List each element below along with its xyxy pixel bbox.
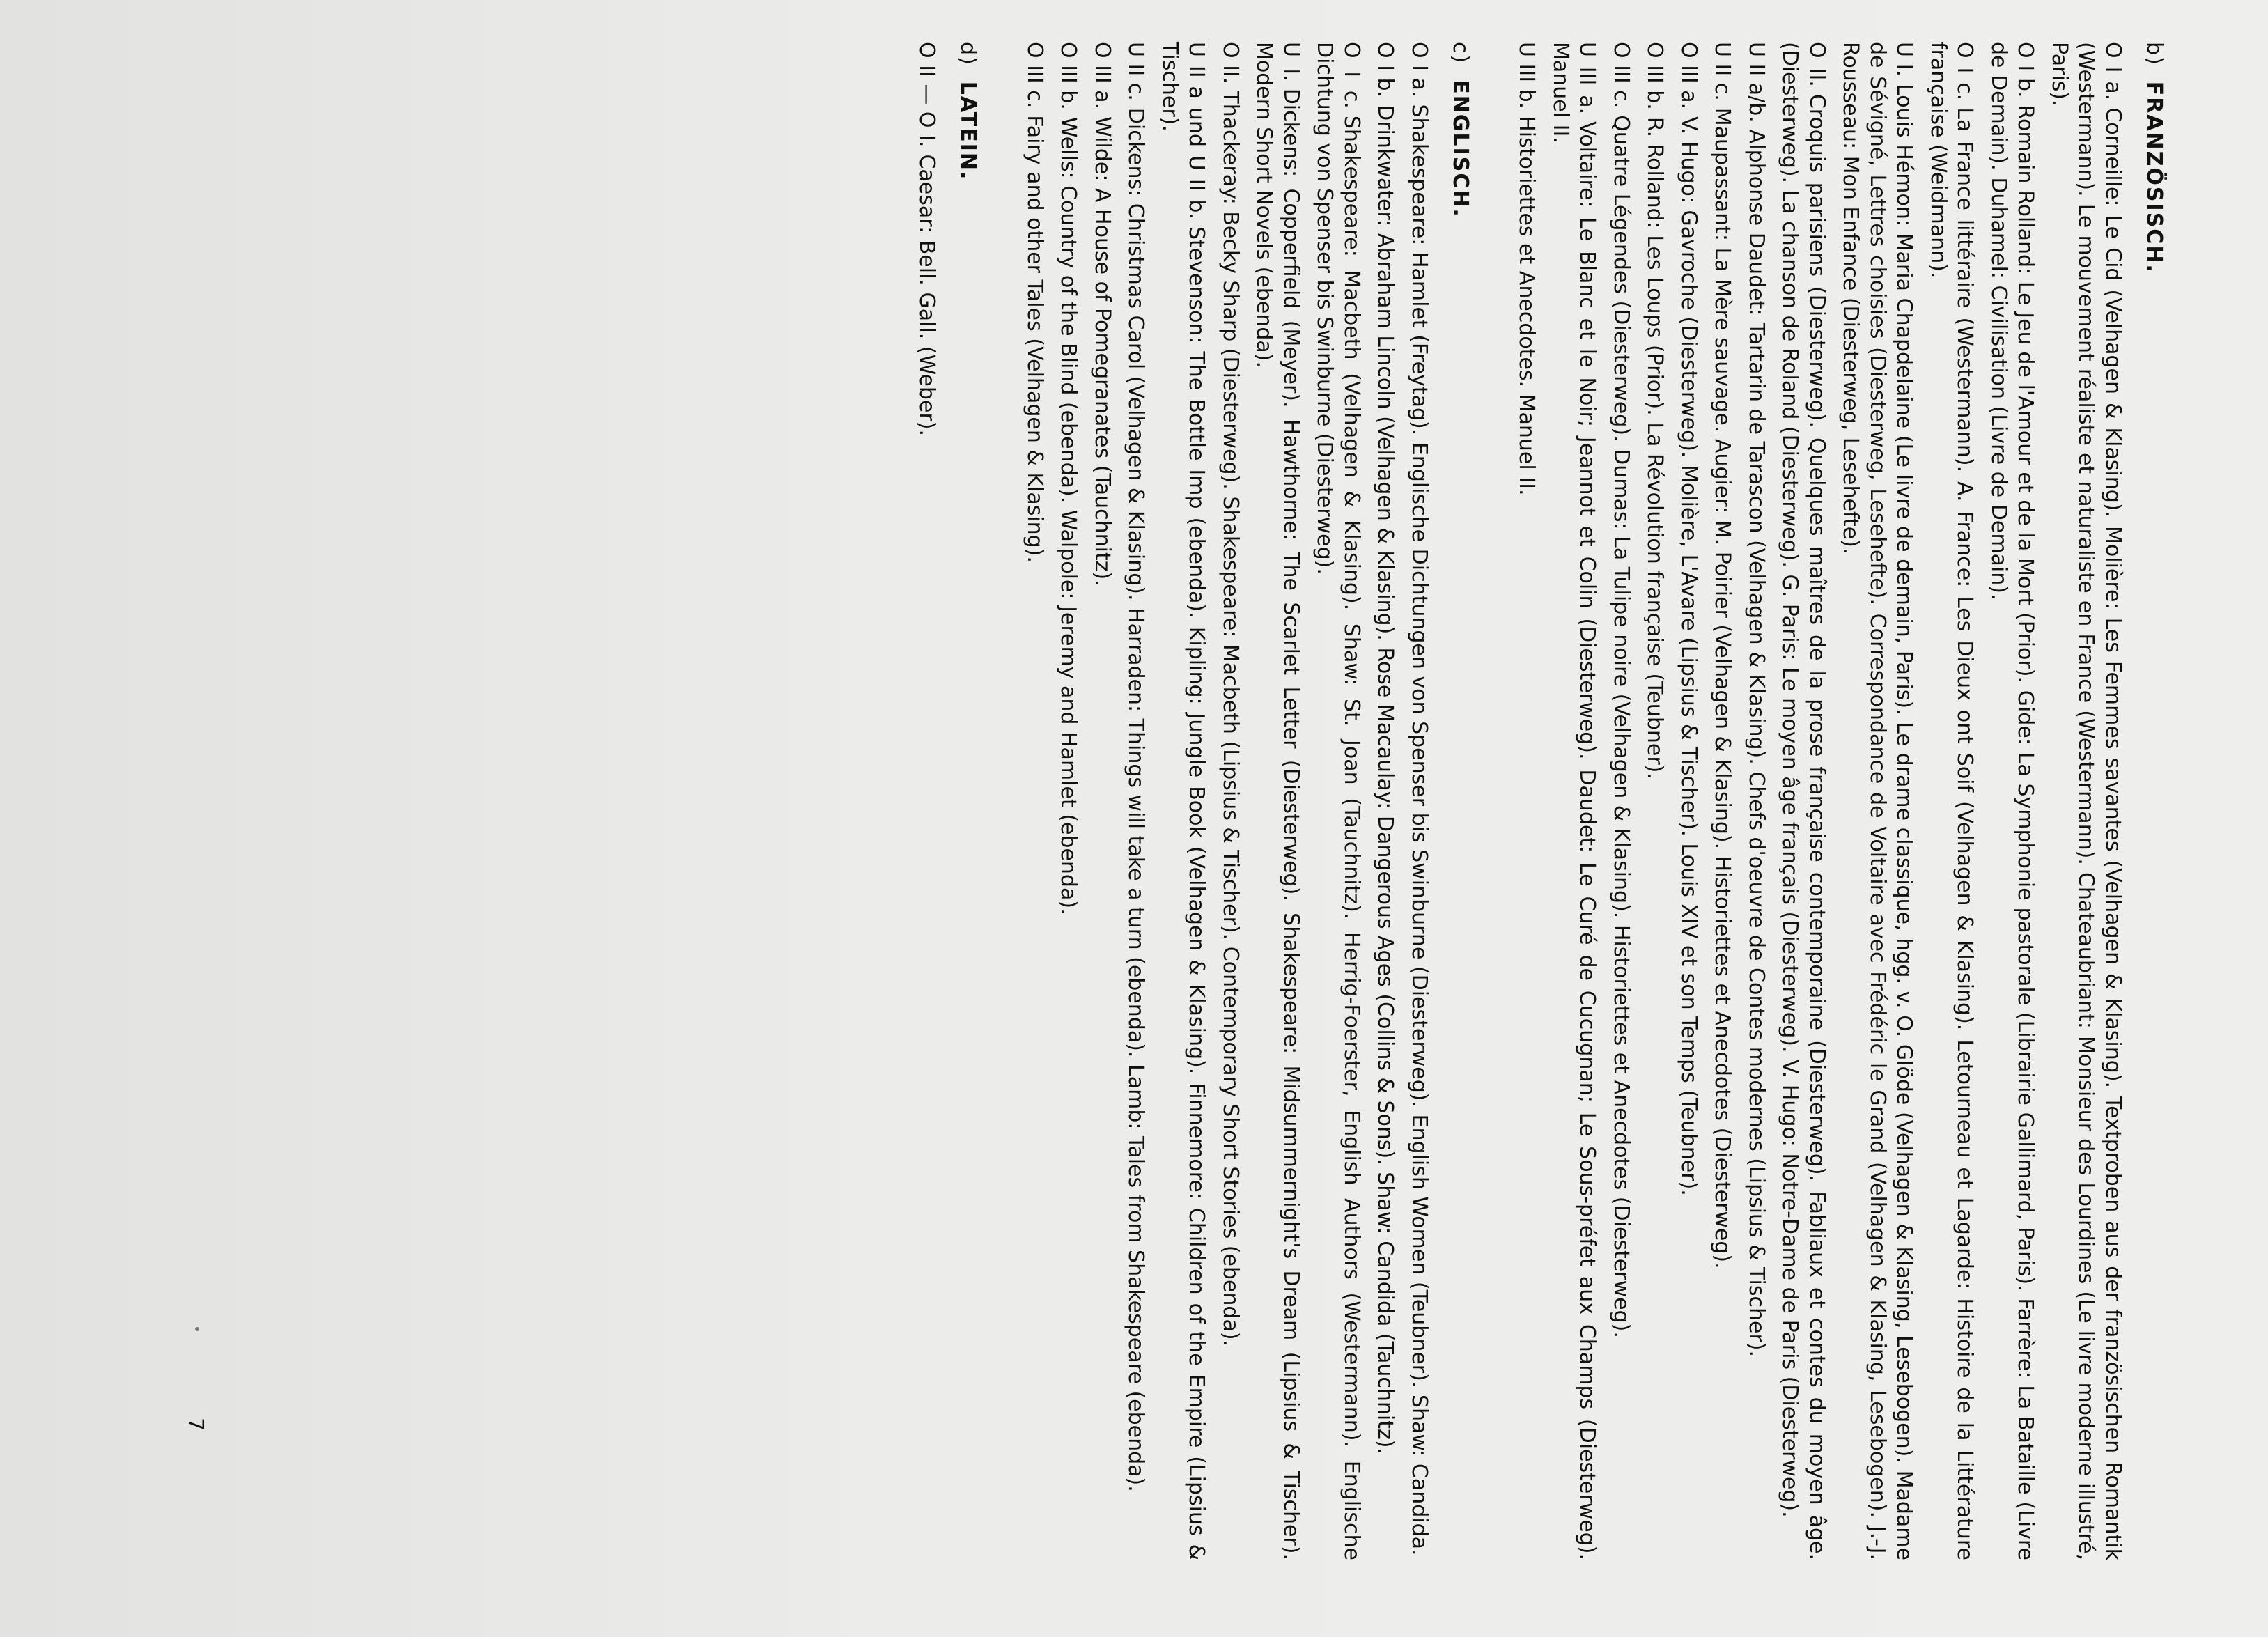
section-heading: c)ENGLISCH.: [1448, 42, 1473, 218]
reading-entry: U II c.Maupassant: La Mère sauvage. Augier: M. Poirier (Velhagen & Klasing). Historiettes et Anecdotes (Diesterweg).: [1710, 42, 1735, 1269]
reading-entry: U II c.Dickens: Christmas Carol (Velhagen & Klasing). Harraden: Things will take a turn (ebenda). Lamb: Tales from Shakespeare (ebenda).: [1124, 42, 1149, 1492]
reading-entry: U I.Dickens: Copperfield (Meyer). Hawthorne: The Scarlet Letter (Diesterweg). Shakespeare: Midsummernight's Dream (Lipsius & Tischer). Modern Short Novels (ebenda).: [1252, 42, 1303, 1560]
section-heading: b)FRANZÖSISCH.: [2142, 42, 2166, 274]
section-gap: [1473, 42, 1506, 1560]
reading-entry: O II.Thackeray: Becky Sharp (Diesterweg). Shakespeare: Macbeth (Lipsius & Tischer). Contemporary Short Stories (ebenda).: [1218, 42, 1243, 1347]
reading-entry: O II.Croquis parisiens (Diesterweg). Quelques maîtres de la prose française contemporaine (Diesterweg). Fabliaux et contes du moyen âge. (Diesterweg). La chanson de Roland (Diesterweg). G. Paris: Le moyen âge français (Diesterweg). V. Hugo: Notre-Dame de Paris (Diesterweg).: [1778, 42, 1829, 1560]
reading-entry: U I.Louis Hémon: Maria Chapdelaine (Le livre de demain, Paris). Le drame classique, hgg. v. O. Glöde (Velhagen & Klasing, Lesebogen). Madame de Sévigné, Lettres choisies (Diesterweg, Lesehefte). Correspondance de Voltaire avec Frédéric le Grand (Velhagen & Klasing, Lesebogen). J.-J. Rousseau: Mon Enfance (Diesterweg, Lesehefte).: [1838, 42, 1917, 1560]
reading-entry: O I b.Romain Rolland: Le Jeu de l'Amour et de la Mort (Prior). Gide: La Symphonie pastorale (Librairie Gallimard, Paris). Farrère: La Bataille (Livre de Demain). Duhamel: Civilisation (Livre de Demain).: [1987, 42, 2038, 1560]
reading-entry: O I c.La France littéraire (Westermann). A. France: Les Dieux ont Soif (Velhagen & Klasing). Letourneau et Lagarde: Histoire de la Littérature française (Weidmann).: [1926, 42, 1978, 1560]
reading-entry: O III a.V. Hugo: Gavroche (Diesterweg). Molière, L'Avare (Lipsius & Tischer). Louis XIV et son Temps (Teubner).: [1677, 42, 1701, 1196]
reading-entry: O III c.Fairy and other Tales (Velhagen & Klasing).: [1023, 42, 1047, 563]
reading-entry: O I c.Shakespeare: Macbeth (Velhagen & Klasing). Shaw: St. Joan (Tauchnitz). Herrig-Foerster, English Authors (Westermann). Englische Dichtung von Spenser bis Swinburne (Diesterweg).: [1312, 42, 1364, 1560]
reading-entry: O III b.R. Rolland: Les Loups (Prior). La Révolution française (Teubner).: [1642, 42, 1668, 779]
reading-entry: O III b.Wells: Country of the Blind (ebenda). Walpole: Jeremy and Hamlet (ebenda).: [1056, 42, 1081, 915]
section-gap: [981, 42, 1014, 1560]
page-number: 7: [183, 1418, 208, 1432]
reading-entry: O I a.Shakespeare: Hamlet (Freytag). Englische Dichtungen von Spenser bis Swinburne (Diesterweg). English Women (Teubner). Shaw: Candida.: [1407, 42, 1431, 1556]
section-franzoesisch: [1513, 42, 2166, 1560]
section-englisch: [1021, 42, 1473, 1560]
reading-entry: O I b.Drinkwater: Abraham Lincoln (Velhagen & Klasing). Rose Macaulay: Dangerous Ages (Collins & Sons). Shaw: Candida (Tauchnitz).: [1373, 42, 1398, 1454]
dust-speck: [195, 1327, 199, 1331]
reading-entry: U III b.Historiettes et Anecdotes. Manuel II.: [1514, 42, 1539, 496]
reading-entry: O II — O I.Caesar: Bell. Gall. (Weber).: [915, 42, 940, 436]
reading-entry: U II a/b.Alphonse Daudet: Tartarin de Tarascon (Velhagen & Klasing). Chefs d'oeuvre de Contes modernes (Lipsius & Tischer).: [1744, 42, 1769, 1358]
reading-entry: U II a und U II b.Stevenson: The Bottle Imp (ebenda). Kipling: Jungle Book (Velhagen & Klasing). Finnemore: Children of the Empire (Lipsius & Tischer).: [1158, 42, 1209, 1560]
reading-entry: O I a.Corneille: Le Cid (Velhagen & Klasing). Molière: Les Femmes savantes (Velhagen & Klasing). Textproben aus der französischen Romantik (Westermann). Le mouvement réaliste et naturaliste en France (Westermann). Chateaubriant: Monsieur des Lourdines (Le livre moderne illustré, Paris).: [2047, 42, 2125, 1561]
section-heading: d)LATEIN.: [956, 42, 981, 181]
reading-entry: U III a.Voltaire: Le Blanc et le Noir; Jeannot et Colin (Diesterweg). Daudet: Le Curé de Cucugnan; Le Sous-préfet aux Champs (Diesterweg). Manuel II.: [1548, 42, 1600, 1560]
reading-entry: O III a.Wilde: A House of Pomegranates (Tauchnitz).: [1090, 42, 1114, 587]
section-latein: [913, 42, 981, 1560]
rotated-text-block: [104, 42, 2166, 1560]
reading-entry: O III c.Quatre Légendes (Diesterweg). Dumas: La Tulipe noire (Velhagen & Klasing). Historiettes et Anecdotes (Diesterweg).: [1609, 42, 1633, 1338]
